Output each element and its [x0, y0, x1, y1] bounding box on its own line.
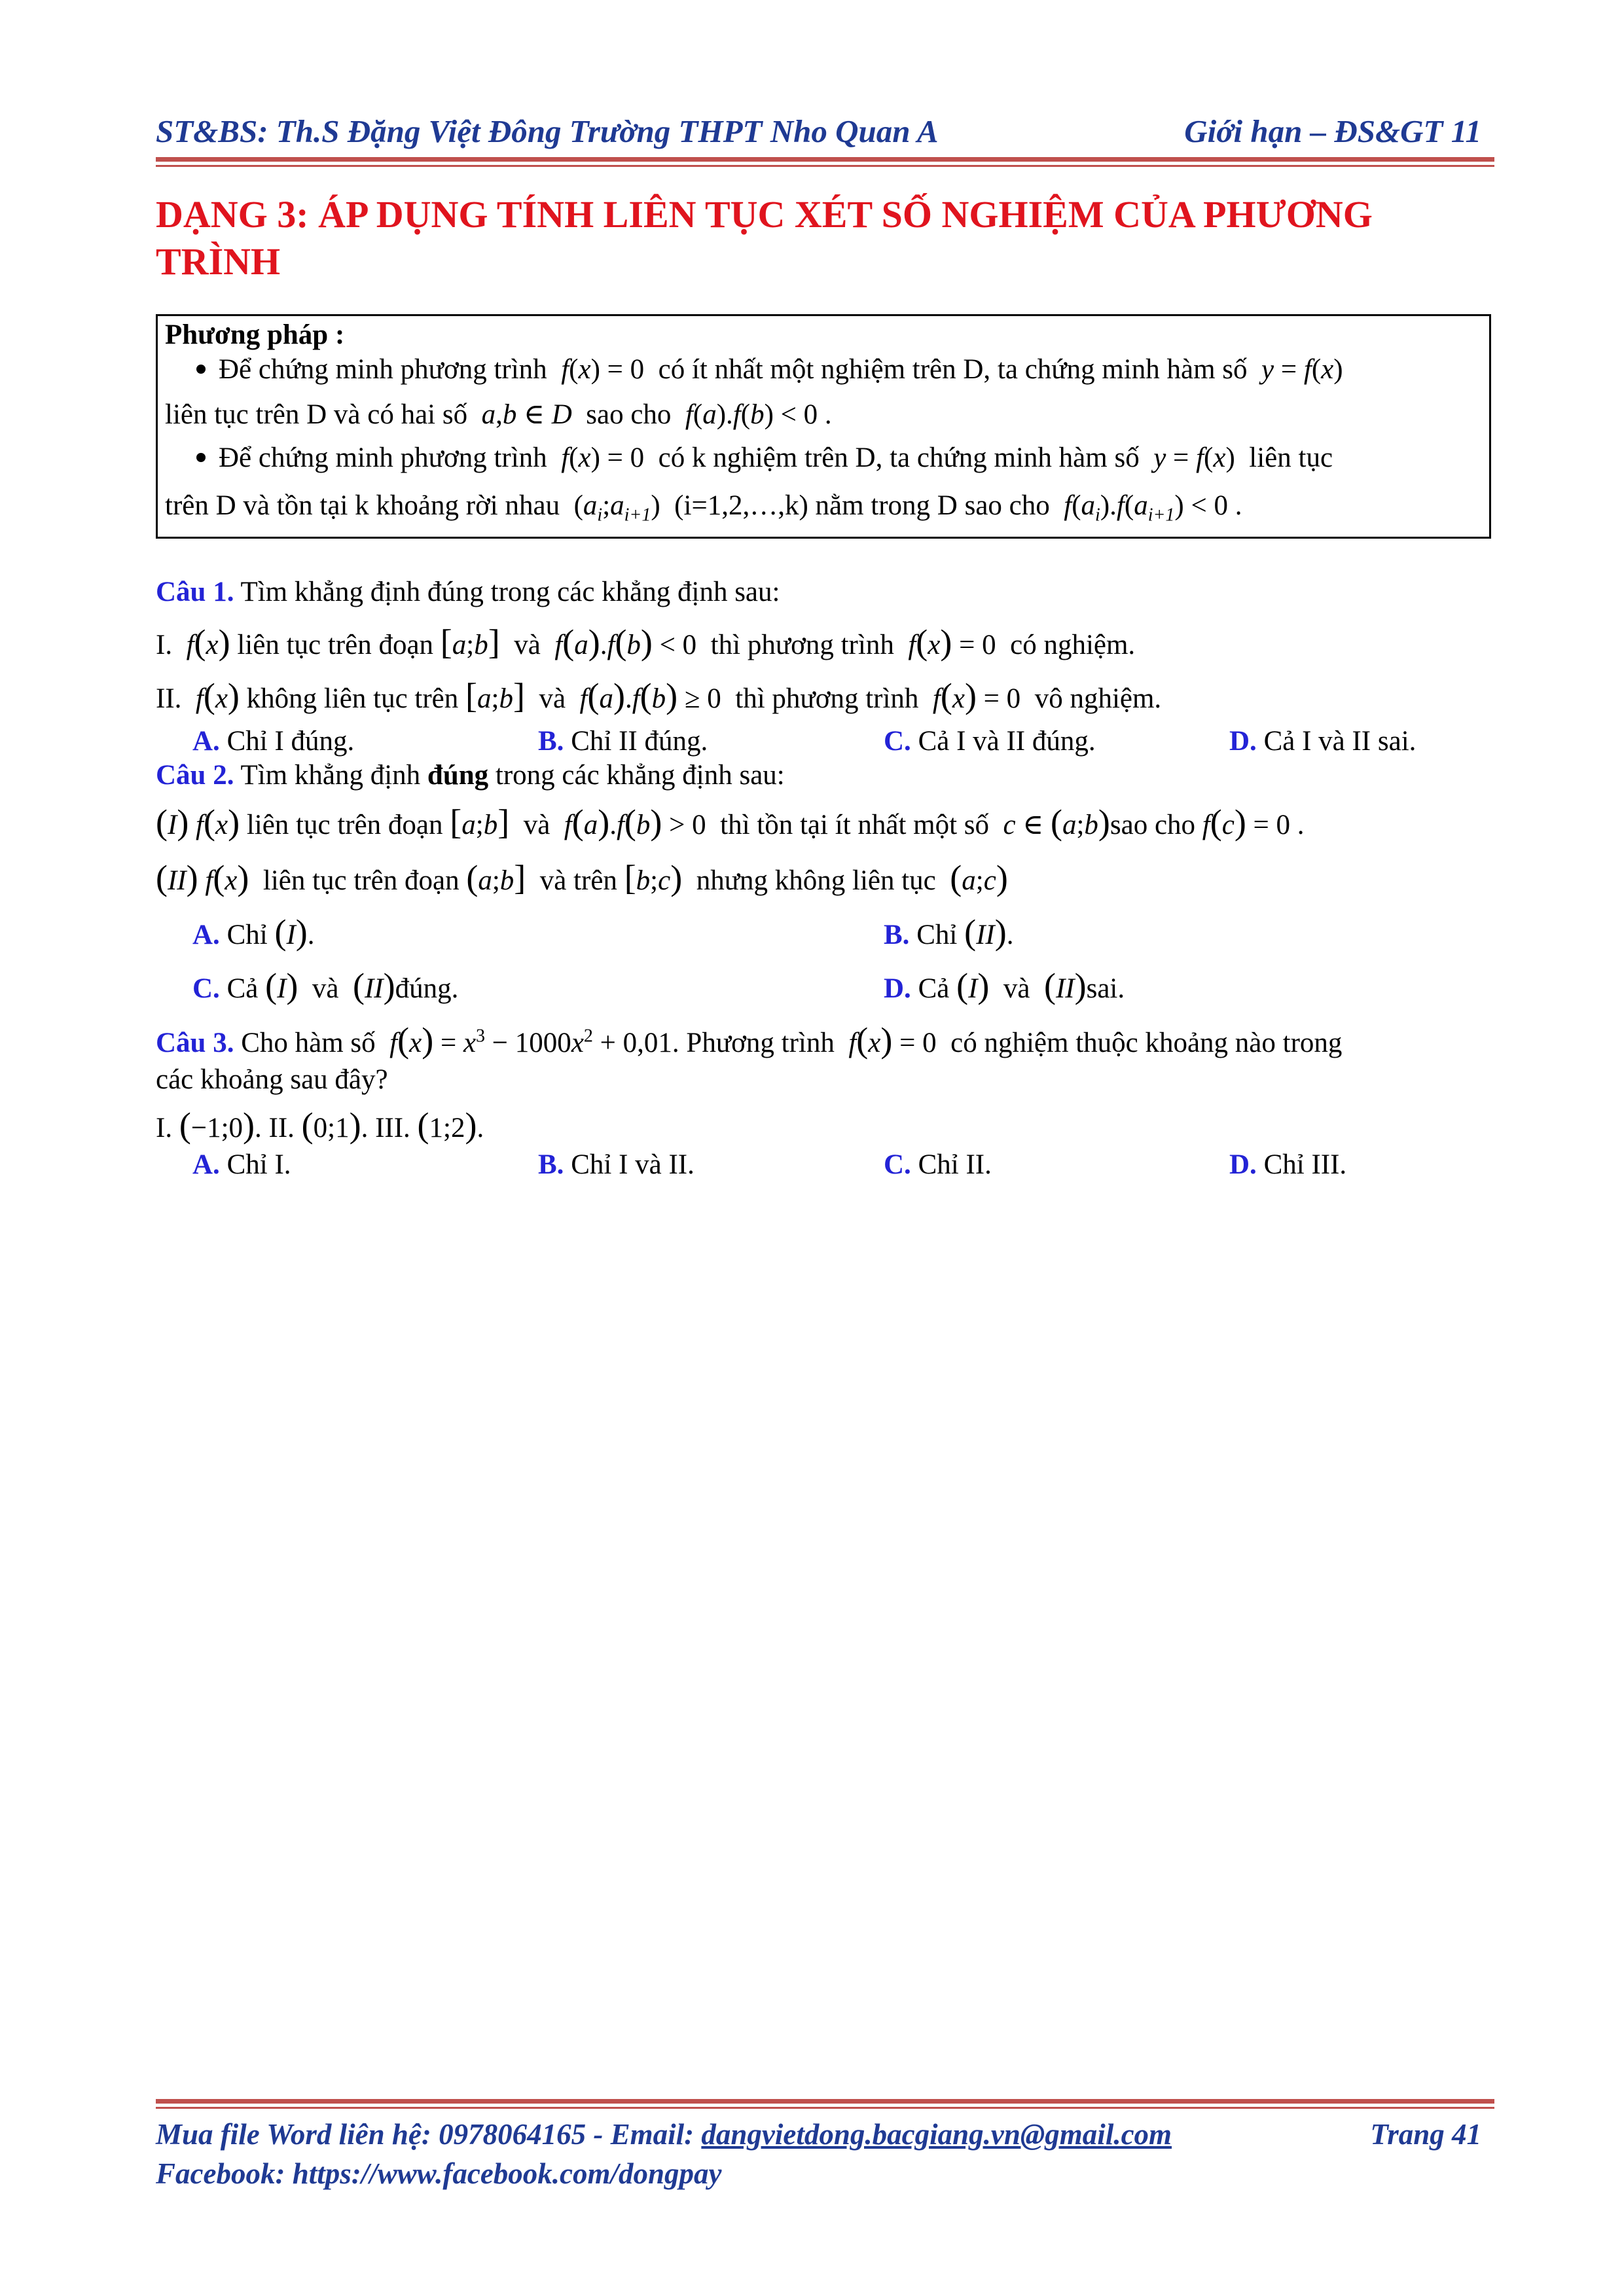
q2-answer-a[interactable]: A. Chỉ (I).: [192, 912, 315, 952]
q1-answer-b[interactable]: B. Chỉ II đúng.: [538, 726, 708, 757]
q3-answer-d[interactable]: D. Chỉ III.: [1229, 1149, 1347, 1180]
q2-statement-2: (II) f(x) liên tục trên đoạn (a;b] và trên [b;c) nhưng không liên tục (a;c): [156, 858, 1008, 897]
footer-rule: [156, 2099, 1494, 2104]
q2-answer-c[interactable]: C. Cả (I) và (II)đúng.: [192, 966, 459, 1005]
q3-answer-b[interactable]: B. Chỉ I và II.: [538, 1149, 695, 1180]
q1-answer-c[interactable]: C. Cả I và II đúng.: [884, 726, 1096, 757]
bullet-icon: [196, 365, 206, 374]
page-title: DẠNG 3: ÁP DỤNG TÍNH LIÊN TỤC XÉT SỐ NGHIỆM CỦA PHƯƠNG TRÌNH: [156, 193, 1373, 283]
q1-stem: Câu 1. Tìm khẳng định đúng trong các khẳng định sau:: [156, 577, 780, 607]
method-bullet-1-line-2: liên tục trên D và có hai số a,b ∈ D sao cho f(a).f(b) < 0 .: [165, 399, 832, 430]
bullet-icon: [196, 453, 206, 462]
header-rule-thin: [156, 165, 1494, 167]
q1-answer-a[interactable]: A. Chỉ I đúng.: [192, 726, 355, 757]
q2-stem: Câu 2. Tìm khẳng định đúng trong các khẳng định sau:: [156, 760, 785, 791]
footer-contact: Mua file Word liên hệ: 0978064165 - Email: dangvietdong.bacgiang.vn@gmail.com: [156, 2118, 1172, 2151]
q1-answer-d[interactable]: D. Cả I và II sai.: [1229, 726, 1416, 757]
method-heading: Phương pháp :: [165, 319, 345, 350]
method-bullet-2-line-1: Để chứng minh phương trình f(x) = 0 có k nghiệm trên D, ta chứng minh hàm số y = f(x) liên tục: [196, 442, 1333, 474]
method-bullet-2-line-2: trên D và tồn tại k khoảng rời nhau $(a_i;a_{i+1})$ (i=1,2,…,k) nằm trong D sao cho $f(a_i).f(a_{i+1}) < 0$ .: [165, 490, 1242, 526]
header-author: ST&BS: Th.S Đặng Việt Đông Trường THPT Nho Quan A: [156, 113, 939, 149]
q3-stem-line-1: Câu 3. Cho hàm số $f(x) = x^3 - 1000x^2 + 0,01$. Phương trình f(x) = 0 có nghiệm thuộc khoảng nào trong: [156, 1020, 1343, 1060]
method-bullet-1-line-1: Để chứng minh phương trình f(x) = 0 có ít nhất một nghiệm trên D, ta chứng minh hàm số y = f(x): [196, 353, 1343, 386]
footer-email-link[interactable]: dangvietdong.bacgiang.vn@gmail.com: [701, 2118, 1172, 2151]
q3-options: I. (−1;0). II. (0;1). III. (1;2).: [156, 1105, 484, 1145]
footer-page-number: Trang 41: [1370, 2118, 1481, 2151]
header-rule: [156, 157, 1494, 162]
q3-answer-a[interactable]: A. Chỉ I.: [192, 1149, 291, 1180]
q1-statement-1: I. f(x) liên tục trên đoạn [a;b] và f(a).f(b) < 0 thì phương trình f(x) = 0 có nghiệm.: [156, 622, 1136, 662]
q2-answer-d[interactable]: D. Cả (I) và (II)sai.: [884, 966, 1125, 1005]
q3-answer-c[interactable]: C. Chỉ II.: [884, 1149, 992, 1180]
q2-answer-b[interactable]: B. Chỉ (II).: [884, 912, 1014, 952]
footer-rule-thin: [156, 2107, 1494, 2109]
q2-statement-1: (I) f(x) liên tục trên đoạn [a;b] và f(a).f(b) > 0 thì tồn tại ít nhất một số c ∈ (a;b)sao cho f(c) = 0 .: [156, 802, 1305, 842]
q1-statement-2: II. f(x) không liên tục trên [a;b] và f(a).f(b) ≥ 0 thì phương trình f(x) = 0 vô nghiệm.: [156, 676, 1162, 715]
q3-stem-line-2: các khoảng sau đây?: [156, 1064, 388, 1095]
footer-facebook[interactable]: Facebook: https://www.facebook.com/dongpay: [156, 2157, 722, 2190]
header-subject: Giới hạn – ĐS&GT 11: [1184, 113, 1481, 149]
